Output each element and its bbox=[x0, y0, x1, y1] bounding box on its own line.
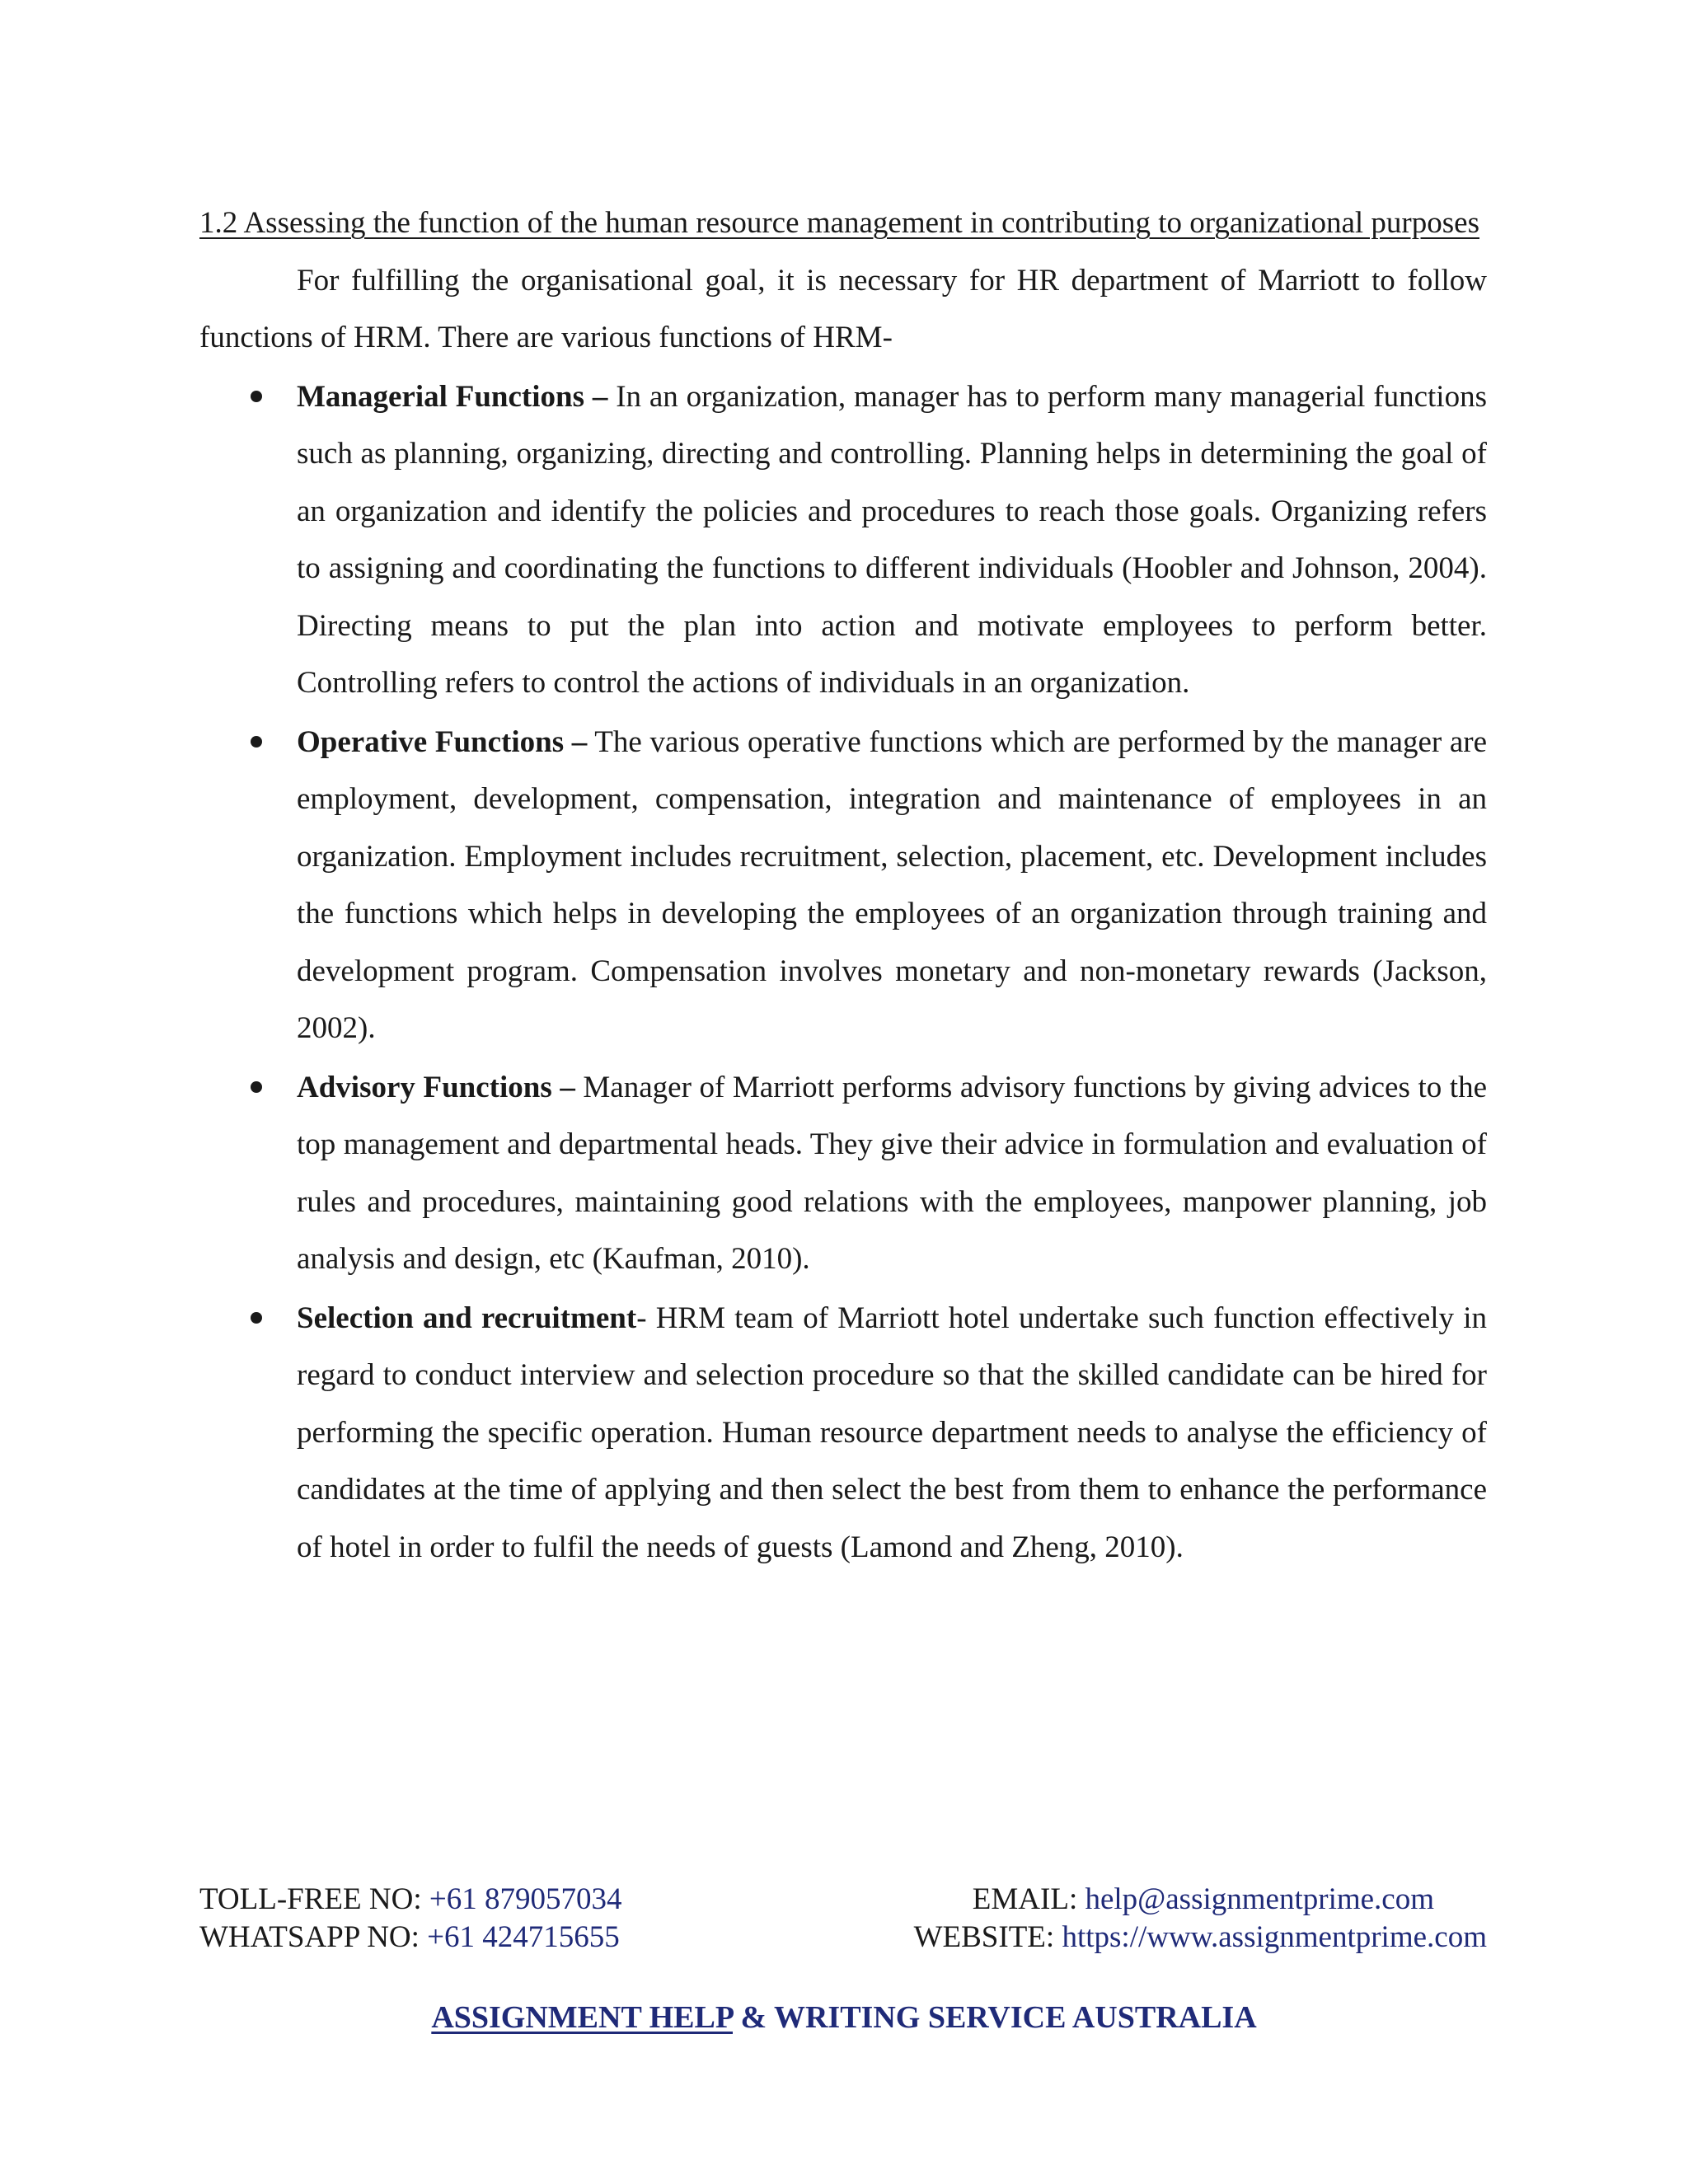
tollfree-number[interactable]: +61 879057034 bbox=[429, 1882, 622, 1916]
section-heading bbox=[199, 194, 1487, 252]
website-label: WEBSITE: bbox=[913, 1920, 1062, 1954]
list-item-text: In an organization, manager has to perform many managerial functions such as planning, organizing, directing and controlling. Planning helps in determining the goal of an organization and identify the policies and procedures to reach those goals. Organizing refers to assigning and coordinating the functions to different individuals (Hoobler and Johnson, 2004). Directing means to put the plan into action and motivate employees to perform better. Controlling refers to control the actions of individuals in an organization. bbox=[297, 379, 1487, 700]
contact-footer bbox=[199, 1881, 1487, 1957]
functions-list bbox=[199, 368, 1487, 1577]
list-item-term: Advisory Functions – bbox=[297, 1070, 575, 1104]
website-link[interactable]: https://www.assignmentprime.com bbox=[1062, 1920, 1487, 1954]
list-item bbox=[199, 1059, 1487, 1288]
website-contact bbox=[844, 1919, 1487, 1957]
list-item-text: - HRM team of Marriott hotel undertake such function effectively in regard to conduct interview and selection procedure so that the skilled candidate can be hired for performing the specific operation. Human resource department needs to analyse the efficiency of candidates at the time of applying and then select the best from them to enhance the performance of hotel in order to fulfil the needs of guests (Lamond and Zheng, 2010). bbox=[297, 1301, 1487, 1564]
tagline-rest: & WRITING SERVICE AUSTRALIA bbox=[733, 2000, 1257, 2035]
list-item-text: The various operative functions which are performed by the manager are employment, development, compensation, integration and maintenance of employees in an organization. Employment includes recruitment, selection, placement, etc. Development includes the functions which helps in developing the employees of an organization through training and development program. Compensation involves monetary and non-monetary rewards (Jackson, 2002). bbox=[297, 724, 1488, 1045]
whatsapp-label: WHATSAPP NO: bbox=[199, 1920, 428, 1954]
tollfree-label: TOLL-FREE NO: bbox=[199, 1882, 429, 1916]
footer-tagline bbox=[0, 1999, 1688, 2036]
list-item-text: Manager of Marriott performs advisory functions by giving advices to the top management and departmental heads. They give their advice in formulation and evaluation of rules and procedures, maintaining good relations with the employees, manpower planning, job analysis and design, etc (Kaufman, 2010). bbox=[297, 1070, 1488, 1276]
email-contact bbox=[844, 1881, 1487, 1919]
list-item-term: Operative Functions – bbox=[297, 724, 588, 759]
bullet-icon bbox=[251, 736, 262, 748]
intro-paragraph: For fulfilling the organisational goal, it is necessary for HR department of Marriott to follow functions of HRM. There are various functions of HRM- bbox=[199, 263, 1487, 354]
section-heading-text: 1.2 Assessing the function of the human resource management in contributing to organizational purposes bbox=[199, 206, 1479, 240]
whatsapp-contact bbox=[199, 1919, 842, 1957]
list-item-term: Managerial Functions – bbox=[297, 379, 608, 414]
list-item bbox=[199, 714, 1487, 1057]
list-item-term: Selection and recruitment bbox=[297, 1301, 637, 1335]
bullet-icon bbox=[251, 1081, 262, 1093]
bullet-icon bbox=[251, 1312, 262, 1324]
assignment-help-link[interactable]: ASSIGNMENT HELP bbox=[431, 2000, 733, 2035]
email-link[interactable]: help@assignmentprime.com bbox=[1085, 1882, 1434, 1916]
list-item bbox=[199, 368, 1487, 712]
footer-row-2 bbox=[199, 1919, 1487, 1957]
list-item bbox=[199, 1290, 1487, 1577]
email-label: EMAIL: bbox=[972, 1882, 1085, 1916]
whatsapp-number[interactable]: +61 424715655 bbox=[427, 1920, 620, 1954]
bullet-icon bbox=[251, 391, 262, 402]
tollfree-contact bbox=[199, 1881, 842, 1919]
footer-row-1 bbox=[199, 1881, 1487, 1919]
document-body bbox=[199, 194, 1487, 1576]
